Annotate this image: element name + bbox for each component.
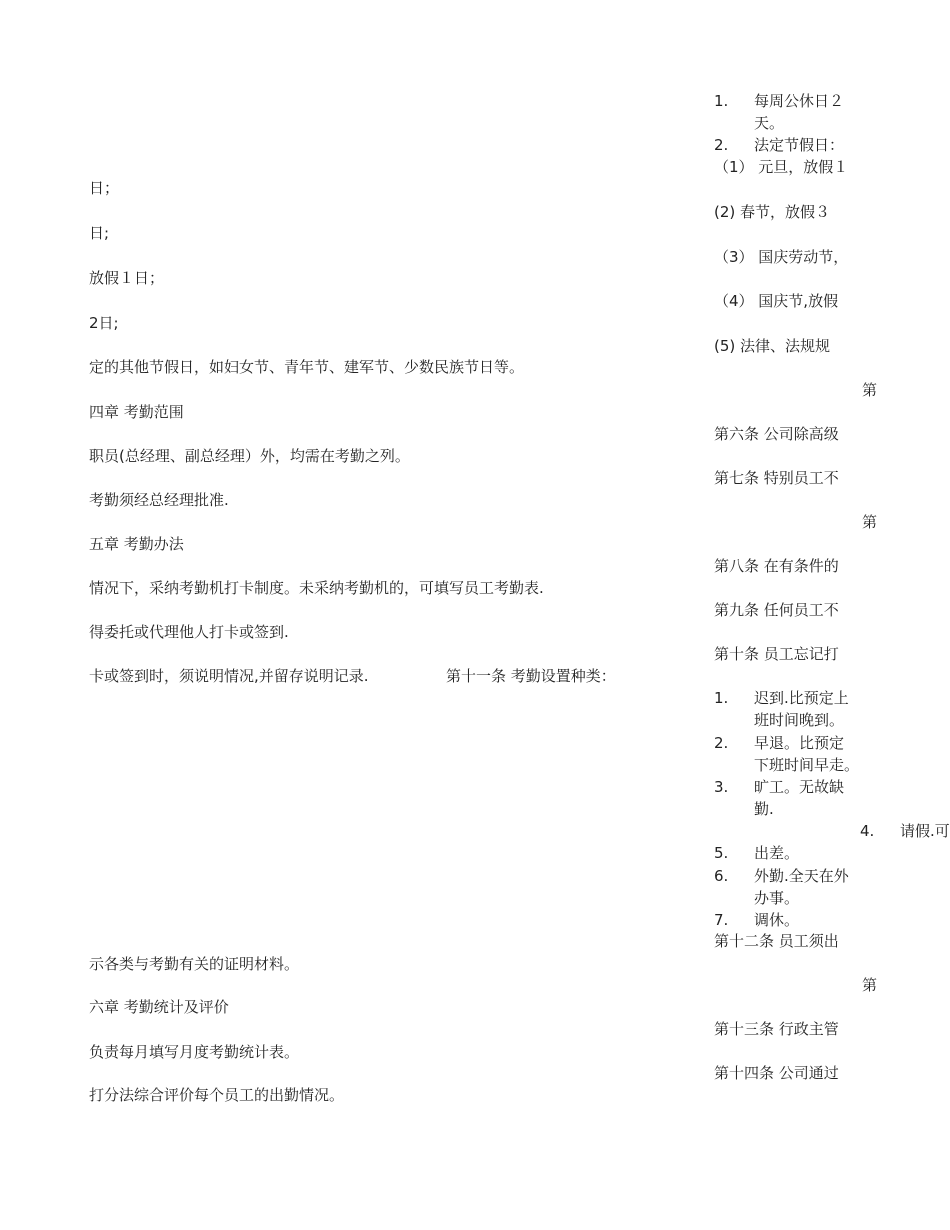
article-line: 第十三条 行政主管 bbox=[714, 1020, 839, 1038]
left-line: 卡或签到时，须说明情况,并留存说明记录. bbox=[89, 667, 369, 685]
chapter-marker: 第 bbox=[862, 381, 878, 399]
left-line: 职员(总经理、副总经理）外，均需在考勤之列。 bbox=[89, 447, 410, 465]
article-line: 第十条 员工忘记打 bbox=[714, 645, 839, 663]
article-line: 第十二条 员工须出 bbox=[714, 932, 839, 950]
left-line: 日; bbox=[89, 224, 110, 242]
left-line: 放假１日； bbox=[89, 269, 165, 287]
chapter-heading: 四章 考勤范围 bbox=[89, 403, 184, 421]
chapter-marker: 第 bbox=[862, 513, 878, 531]
left-line: 示各类与考勤有关的证明材料。 bbox=[89, 955, 300, 973]
left-line: 打分法综合评价每个员工的出勤情况。 bbox=[89, 1086, 345, 1104]
attendance-type: 7. 调休。 bbox=[714, 911, 800, 929]
attendance-type: 4. 请假.可 bbox=[860, 822, 950, 840]
article-line: 第十四条 公司通过 bbox=[714, 1064, 839, 1082]
article-line: 第七条 特别员工不 bbox=[714, 469, 839, 487]
holiday-item: （3） 国庆劳动节， bbox=[714, 248, 849, 266]
left-line: 2日; bbox=[89, 314, 119, 332]
list-item: 2. 法定节假日： bbox=[714, 136, 845, 154]
attendance-type: 1. 迟到.比预定上 bbox=[714, 689, 849, 707]
attendance-type-continuation: 下班时间早走。 bbox=[754, 756, 860, 774]
left-line: 负责每月填写月度考勤统计表。 bbox=[89, 1043, 300, 1061]
attendance-type-continuation: 办事。 bbox=[754, 889, 800, 907]
chapter-marker: 第 bbox=[862, 976, 878, 994]
attendance-type-continuation: 班时间晚到。 bbox=[754, 711, 845, 729]
left-line: 日； bbox=[89, 179, 120, 197]
chapter-heading: 六章 考勤统计及评价 bbox=[89, 998, 229, 1016]
article-heading: 第十一条 考勤设置种类： bbox=[446, 667, 616, 685]
attendance-type: 6. 外勤.全天在外 bbox=[714, 867, 849, 885]
left-line: 得委托或代理他人打卡或签到. bbox=[89, 623, 289, 641]
holiday-item: （1） 元旦，放假１ bbox=[714, 158, 849, 176]
attendance-type: 3. 旷工。无故缺 bbox=[714, 778, 845, 796]
left-line: 考勤须经总经理批准. bbox=[89, 491, 229, 509]
holiday-item: （4） 国庆节,放假 bbox=[714, 292, 839, 310]
holiday-item: (2) 春节，放假３ bbox=[714, 203, 831, 221]
article-line: 第八条 在有条件的 bbox=[714, 557, 839, 575]
holiday-item: (5) 法律、法规规 bbox=[714, 337, 831, 355]
attendance-type: 2. 早退。比预定 bbox=[714, 734, 845, 752]
chapter-heading: 五章 考勤办法 bbox=[89, 535, 184, 553]
list-item: 1. 每周公休日２ bbox=[714, 92, 845, 110]
left-line: 定的其他节假日，如妇女节、青年节、建军节、少数民族节日等。 bbox=[89, 358, 525, 376]
left-line: 情况下，采纳考勤机打卡制度。未采纳考勤机的，可填写员工考勤表. bbox=[89, 579, 544, 597]
article-line: 第六条 公司除高级 bbox=[714, 425, 839, 443]
list-item-continuation: 天。 bbox=[754, 114, 785, 132]
attendance-type: 5. 出差。 bbox=[714, 844, 800, 862]
article-line: 第九条 任何员工不 bbox=[714, 601, 839, 619]
attendance-type-continuation: 勤. bbox=[754, 800, 774, 818]
